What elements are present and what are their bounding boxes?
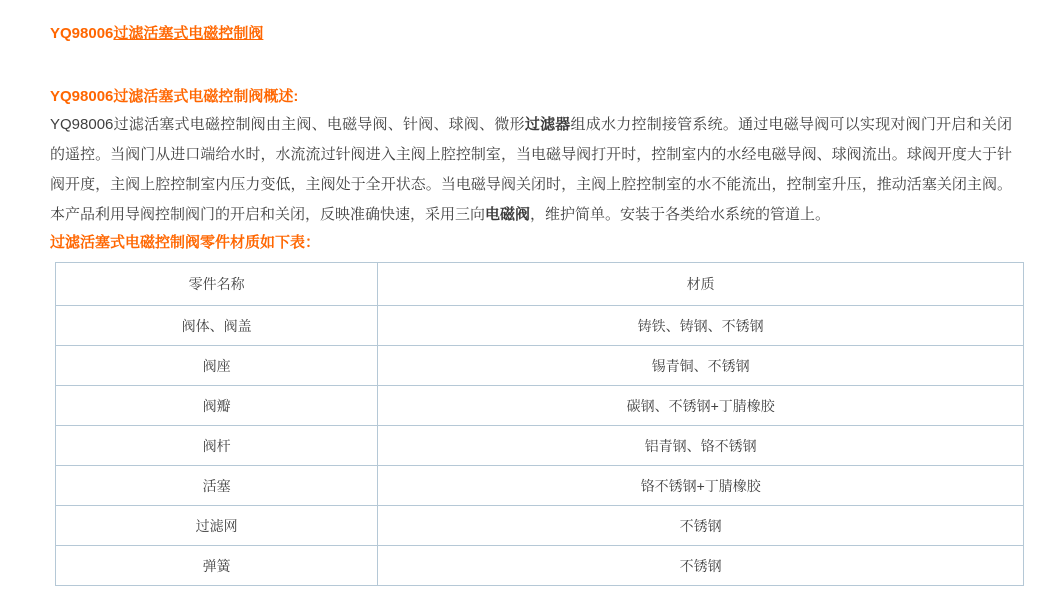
materials-table — [55, 262, 1024, 586]
overview-heading: YQ98006过滤活塞式电磁控制阀概述: — [50, 88, 299, 105]
material-cell: 锡青铜、不锈钢 — [378, 346, 1024, 386]
table-row — [56, 346, 1024, 386]
overview-text-3: ，维护简单。安装于各类给水系统的管道上。 — [530, 206, 831, 223]
part-name-cell: 阀座 — [56, 346, 378, 386]
table-row — [56, 306, 1024, 346]
material-cell: 铬不锈钢+丁腈橡胶 — [378, 466, 1024, 506]
part-name-cell: 阀杆 — [56, 426, 378, 466]
overview-text-1: YQ98006过滤活塞式电磁控制阀由主阀、电磁导阀、针阀、球阀、微形 — [50, 116, 525, 133]
table-header-row — [56, 263, 1024, 306]
material-cell: 铝青钢、铬不锈钢 — [378, 426, 1024, 466]
overview-text-2: 组成水力控制接管系统。通过电磁导阀可以实现对阀门开启和关闭的遥控。当阀门从进口端给水时，水流流过针阀进入主阀上腔控制室，当电磁导阀打开时，控制室内的水经电磁导阀、球阀流出。球阀开度大于针阀开度，主阀上腔控制室内压力变低，主阀处于全开状态。当电磁导阀关闭时，主阀上腔控制室的水不能流出，控制室升压，推动活塞关闭主阀。本产品利用导阀控制阀门的开启和关闭，反映准确快速，采用三向 — [50, 116, 1012, 223]
material-cell: 不锈钢 — [378, 546, 1024, 586]
product-title-link[interactable]: 过滤活塞式电磁控制阀 — [113, 25, 264, 42]
table-row — [56, 546, 1024, 586]
keyword-solenoid-valve: 电磁阀 — [485, 206, 531, 223]
part-name-cell: 阀体、阀盖 — [56, 306, 378, 346]
keyword-filter: 过滤器 — [524, 116, 571, 133]
material-cell: 铸铁、铸钢、不锈钢 — [378, 306, 1024, 346]
table-row — [56, 386, 1024, 426]
page-title — [50, 25, 1024, 42]
column-header-part-name: 零件名称 — [56, 263, 378, 306]
table-row — [56, 506, 1024, 546]
part-name-cell: 活塞 — [56, 466, 378, 506]
part-name-cell: 过滤网 — [56, 506, 378, 546]
table-row — [56, 466, 1024, 506]
product-model: YQ98006 — [50, 25, 114, 42]
part-name-cell: 阀瓣 — [56, 386, 378, 426]
overview-paragraph — [50, 110, 1012, 230]
part-name-cell: 弹簧 — [56, 546, 378, 586]
material-cell: 碳钢、不锈钢+丁腈橡胶 — [378, 386, 1024, 426]
column-header-material: 材质 — [378, 263, 1024, 306]
table-row — [56, 426, 1024, 466]
material-cell: 不锈钢 — [378, 506, 1024, 546]
materials-table-heading: 过滤活塞式电磁控制阀零件材质如下表： — [50, 234, 321, 251]
